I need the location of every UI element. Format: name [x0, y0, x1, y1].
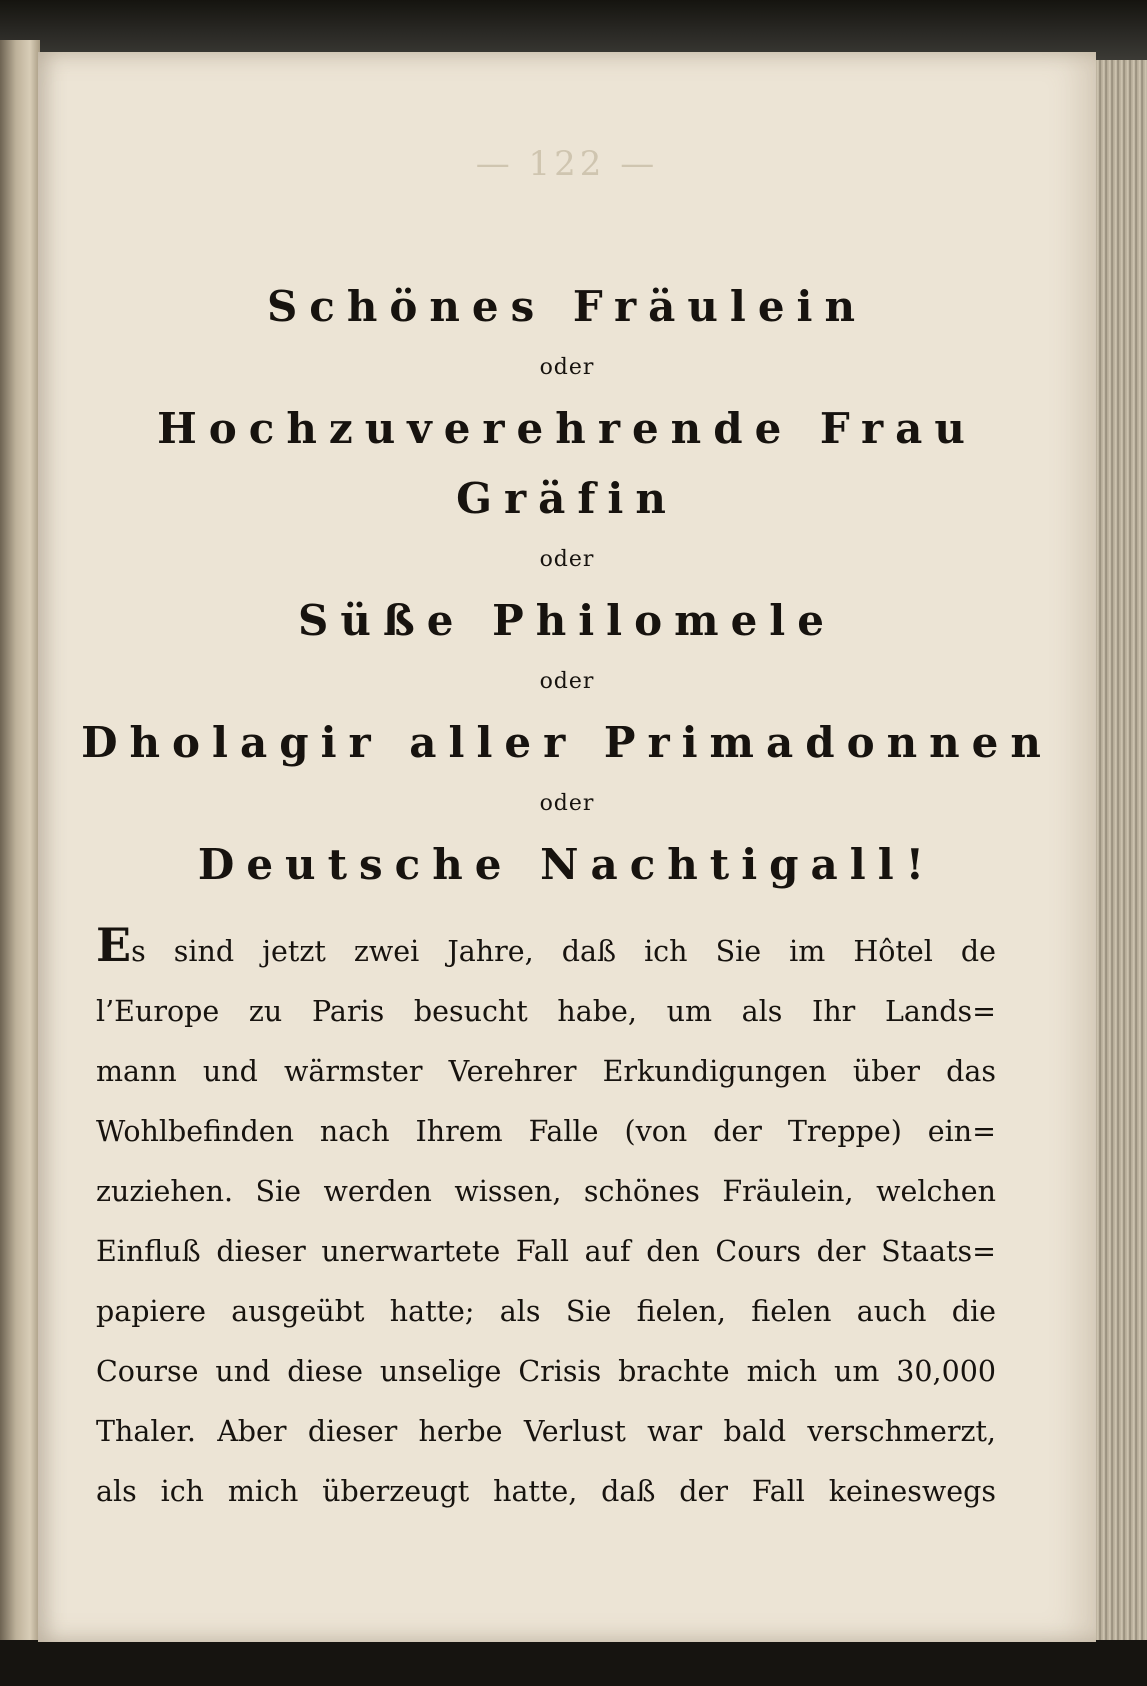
book-cover-bottom [0, 1640, 1147, 1686]
heading-line-3: Süße Philomele [297, 596, 836, 645]
body-paragraph [96, 918, 996, 1522]
connector-1: oder [539, 355, 595, 380]
text-line: Wohlbefinden nach Ihrem Falle (von der Treppe) ein= [96, 1115, 996, 1148]
text-line: Thaler. Aber dieser herbe Verlust war bald verschmerzt, [96, 1415, 996, 1448]
heading-line-4: Dholagir aller Primadonnen [81, 718, 1053, 767]
text-line: als ich mich überzeugt hatte, daß der Fall keineswegs [96, 1475, 996, 1508]
heading-line-2: Hochzuverehrende Frau Gräfin [157, 404, 977, 523]
title-block [38, 272, 1096, 900]
text-line: mann und wärmster Verehrer Erkundigungen über das [96, 1055, 996, 1088]
text-line: l’Europe zu Paris besucht habe, um als Ihr Lands= [96, 995, 996, 1028]
text-line: papiere ausgeübt hatte; als Sie fielen, fielen auch die [96, 1295, 996, 1328]
left-page-edge [0, 40, 40, 1640]
page-stack-edge [1096, 60, 1147, 1646]
text-line: Course und diese unselige Crisis brachte mich um 30,000 [96, 1355, 996, 1388]
heading-line-1: Schönes Fräulein [266, 282, 868, 331]
page-number: — 122 — [475, 144, 659, 184]
drop-cap: E [96, 918, 132, 972]
heading-line-5: Deutsche Nachtigall! [197, 840, 937, 889]
book-page [38, 52, 1096, 1642]
connector-3: oder [539, 669, 595, 694]
text-line: zuziehen. Sie werden wissen, schönes Fräulein, welchen [96, 1175, 996, 1208]
connector-4: oder [539, 791, 595, 816]
book-binding-top [0, 0, 1147, 60]
text-line: Einfluß dieser unerwartete Fall auf den Cours der Staats= [96, 1235, 996, 1268]
text-line: Es sind jetzt zwei Jahre, daß ich Sie im Hôtel de [96, 918, 996, 972]
connector-2: oder [539, 547, 595, 572]
